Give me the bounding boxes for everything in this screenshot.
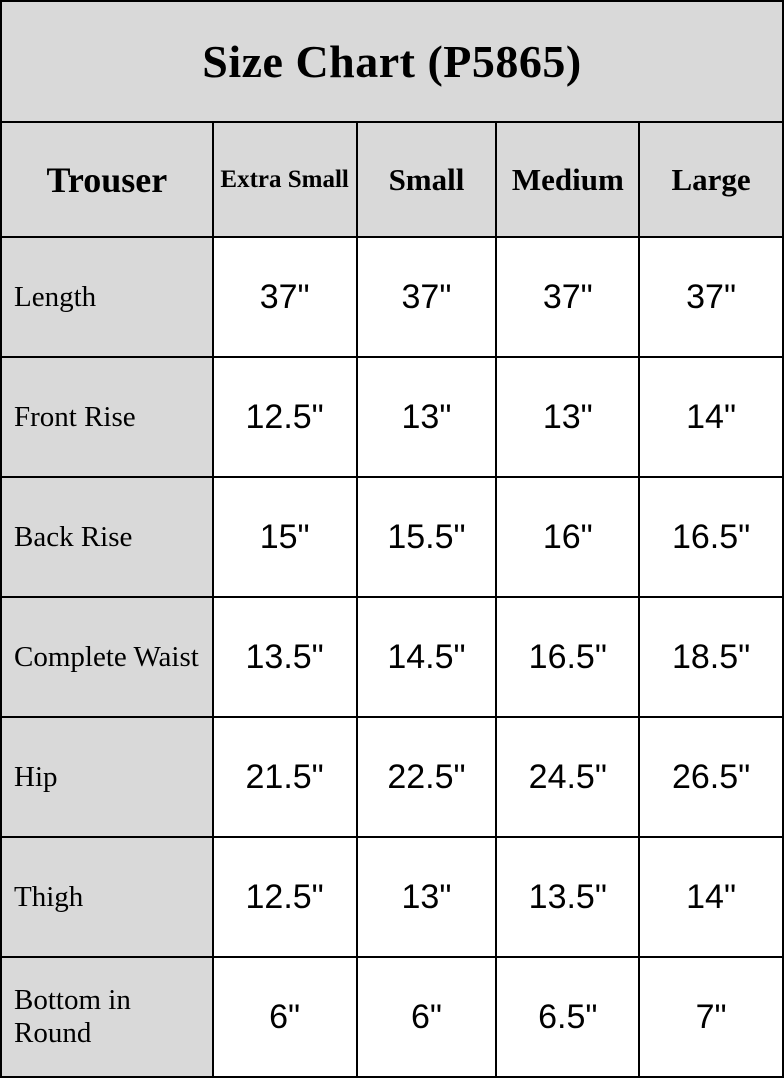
column-header-trouser: Trouser <box>2 123 212 236</box>
row-label-front-rise: Front Rise <box>2 358 212 476</box>
cell-thigh-extra-small: 12.5" <box>214 838 356 956</box>
cell-front-rise-large: 14" <box>640 358 782 476</box>
column-header-large: Large <box>640 123 782 236</box>
column-header-medium: Medium <box>497 123 638 236</box>
cell-back-rise-large: 16.5" <box>640 478 782 596</box>
row-label-length: Length <box>2 238 212 356</box>
cell-length-small: 37" <box>358 238 496 356</box>
cell-back-rise-extra-small: 15" <box>214 478 356 596</box>
cell-hip-extra-small: 21.5" <box>214 718 356 836</box>
cell-complete-waist-extra-small: 13.5" <box>214 598 356 716</box>
cell-bottom-in-round-extra-small: 6" <box>214 958 356 1076</box>
cell-front-rise-small: 13" <box>358 358 496 476</box>
cell-back-rise-medium: 16" <box>497 478 638 596</box>
cell-bottom-in-round-large: 7" <box>640 958 782 1076</box>
cell-front-rise-extra-small: 12.5" <box>214 358 356 476</box>
cell-thigh-medium: 13.5" <box>497 838 638 956</box>
cell-complete-waist-small: 14.5" <box>358 598 496 716</box>
cell-complete-waist-medium: 16.5" <box>497 598 638 716</box>
cell-hip-small: 22.5" <box>358 718 496 836</box>
cell-back-rise-small: 15.5" <box>358 478 496 596</box>
cell-length-extra-small: 37" <box>214 238 356 356</box>
cell-length-large: 37" <box>640 238 782 356</box>
cell-thigh-large: 14" <box>640 838 782 956</box>
row-label-complete-waist: Complete Waist <box>2 598 212 716</box>
column-header-extra-small: Extra Small <box>214 123 356 236</box>
cell-hip-large: 26.5" <box>640 718 782 836</box>
row-label-thigh: Thigh <box>2 838 212 956</box>
cell-complete-waist-large: 18.5" <box>640 598 782 716</box>
cell-bottom-in-round-medium: 6.5" <box>497 958 638 1076</box>
cell-thigh-small: 13" <box>358 838 496 956</box>
cell-front-rise-medium: 13" <box>497 358 638 476</box>
column-header-small: Small <box>358 123 496 236</box>
cell-bottom-in-round-small: 6" <box>358 958 496 1076</box>
cell-length-medium: 37" <box>497 238 638 356</box>
row-label-hip: Hip <box>2 718 212 836</box>
page-title: Size Chart (P5865) <box>2 2 782 121</box>
row-label-back-rise: Back Rise <box>2 478 212 596</box>
row-label-bottom-in-round: Bottom in Round <box>2 958 212 1076</box>
cell-hip-medium: 24.5" <box>497 718 638 836</box>
